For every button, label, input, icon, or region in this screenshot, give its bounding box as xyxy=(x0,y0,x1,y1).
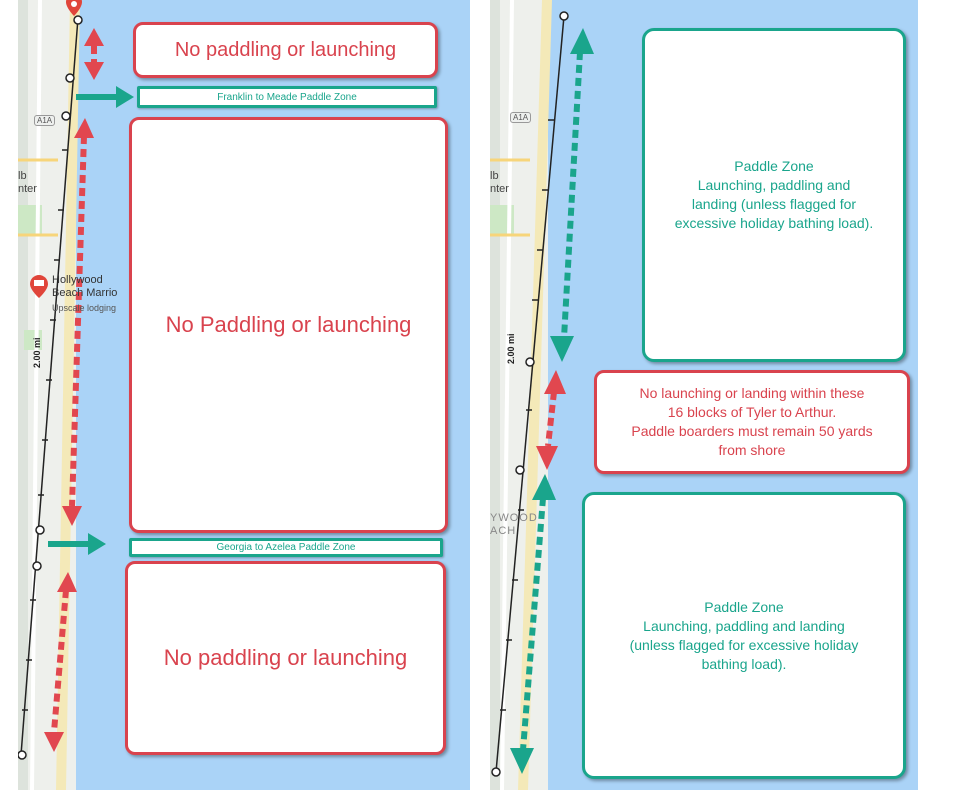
partial-place-label: lb nter xyxy=(490,170,509,195)
zone-top-no-paddling: No paddling or launching xyxy=(133,22,438,78)
zone-bottom-no-paddling: No paddling or launching xyxy=(125,561,446,755)
zone-top-paddle-zone: Paddle Zone Launching, paddling and landing (unless flagged for excessive holiday bathing load). xyxy=(642,28,906,362)
hotel-type-label: Upscale lodging xyxy=(52,303,117,313)
road-badge: A1A xyxy=(510,112,531,123)
left-map-panel xyxy=(18,0,470,790)
road-badge: A1A xyxy=(34,115,55,126)
zone-middle-no-paddling: No Paddling or launching xyxy=(129,117,448,533)
double-arrow-icon xyxy=(550,28,594,362)
zone-middle-no-launching: No launching or landing within these 16 blocks of Tyler to Arthur. Paddle boarders must remain 50 yards from shore xyxy=(594,370,910,474)
franklin-meade-paddle-zone: Franklin to Meade Paddle Zone xyxy=(137,86,437,108)
hollywood-beach-label: YWOOD ACH xyxy=(490,512,538,537)
georgia-azelea-paddle-zone: Georgia to Azelea Paddle Zone xyxy=(129,538,443,557)
arrow-right-icon xyxy=(76,86,134,108)
hotel-name-label[interactable]: Hollywood Beach Marrio xyxy=(52,274,118,299)
zone-bottom-paddle-zone: Paddle Zone Launching, paddling and landing (unless flagged for excessive holiday bathing load). xyxy=(582,492,906,779)
scale-label: 2.00 mi xyxy=(32,337,42,368)
right-map-panel xyxy=(490,0,918,790)
scale-label: 2.00 mi xyxy=(506,333,516,364)
partial-place-label: lb nter xyxy=(18,170,37,195)
double-arrow-icon xyxy=(84,28,104,80)
